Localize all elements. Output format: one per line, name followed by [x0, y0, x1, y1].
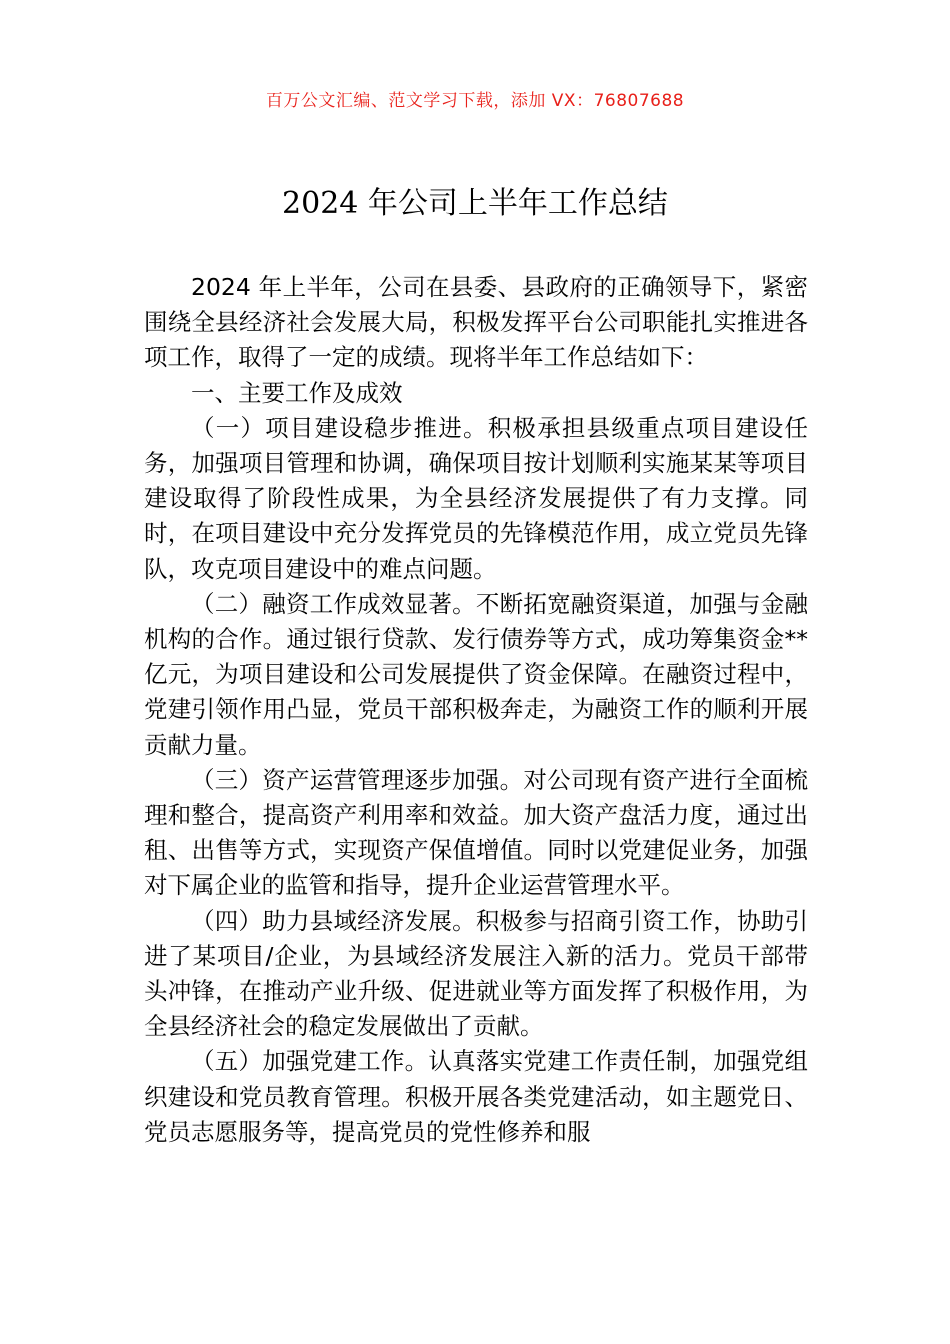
document-body [144, 270, 808, 1150]
page-title: 2024 年公司上半年工作总结 [282, 186, 668, 221]
paragraph-item-1: （一）项目建设稳步推进。积极承担县级重点项目建设任务，加强项目管理和协调，确保项目按计划顺利实施某某等项目建设取得了阶段性成果，为全县经济发展提供了有力支撑。同时，在项目建设中充分发挥党员的先锋模范作用，成立党员先锋队，攻克项目建设中的难点问题。 [144, 413, 808, 583]
paragraph-item-4: （四）助力县域经济发展。积极参与招商引资工作，协助引进了某项目/企业，为县域经济发展注入新的活力。党员干部带头冲锋，在推动产业升级、促进就业等方面发挥了积极作用，为全县经济社会的稳定发展做出了贡献。 [144, 906, 808, 1041]
paragraph-item-2: （二）融资工作成效显著。不断拓宽融资渠道，加强与金融机构的合作。通过银行贷款、发行债券等方式，成功筹集资金**亿元，为项目建设和公司发展提供了资金保障。在融资过程中，党建引领作用凸显，党员干部积极奔走，为融资工作的顺利开展贡献力量。 [144, 589, 808, 759]
paragraph-intro: 2024 年上半年，公司在县委、县政府的正确领导下，紧密围绕全县经济社会发展大局，积极发挥平台公司职能扎实推进各项工作，取得了一定的成绩。现将半年工作总结如下： [144, 273, 808, 372]
header-note: 百万公文汇编、范文学习下载，添加 VX：76807688 [265, 91, 685, 111]
paragraph-item-3: （三）资产运营管理逐步加强。对公司现有资产进行全面梳理和整合，提高资产利用率和效益。加大资产盘活力度，通过出租、出售等方式，实现资产保值增值。同时以党建促业务，加强对下属企业的监管和指导，提升企业运营管理水平。 [144, 765, 808, 900]
section-heading: 一、主要工作及成效 [191, 378, 403, 407]
paragraph-item-5: （五）加强党建工作。认真落实党建工作责任制，加强党组织建设和党员教育管理。积极开展各类党建活动，如主题党日、党员志愿服务等，提高党员的党性修养和服 [144, 1047, 808, 1146]
